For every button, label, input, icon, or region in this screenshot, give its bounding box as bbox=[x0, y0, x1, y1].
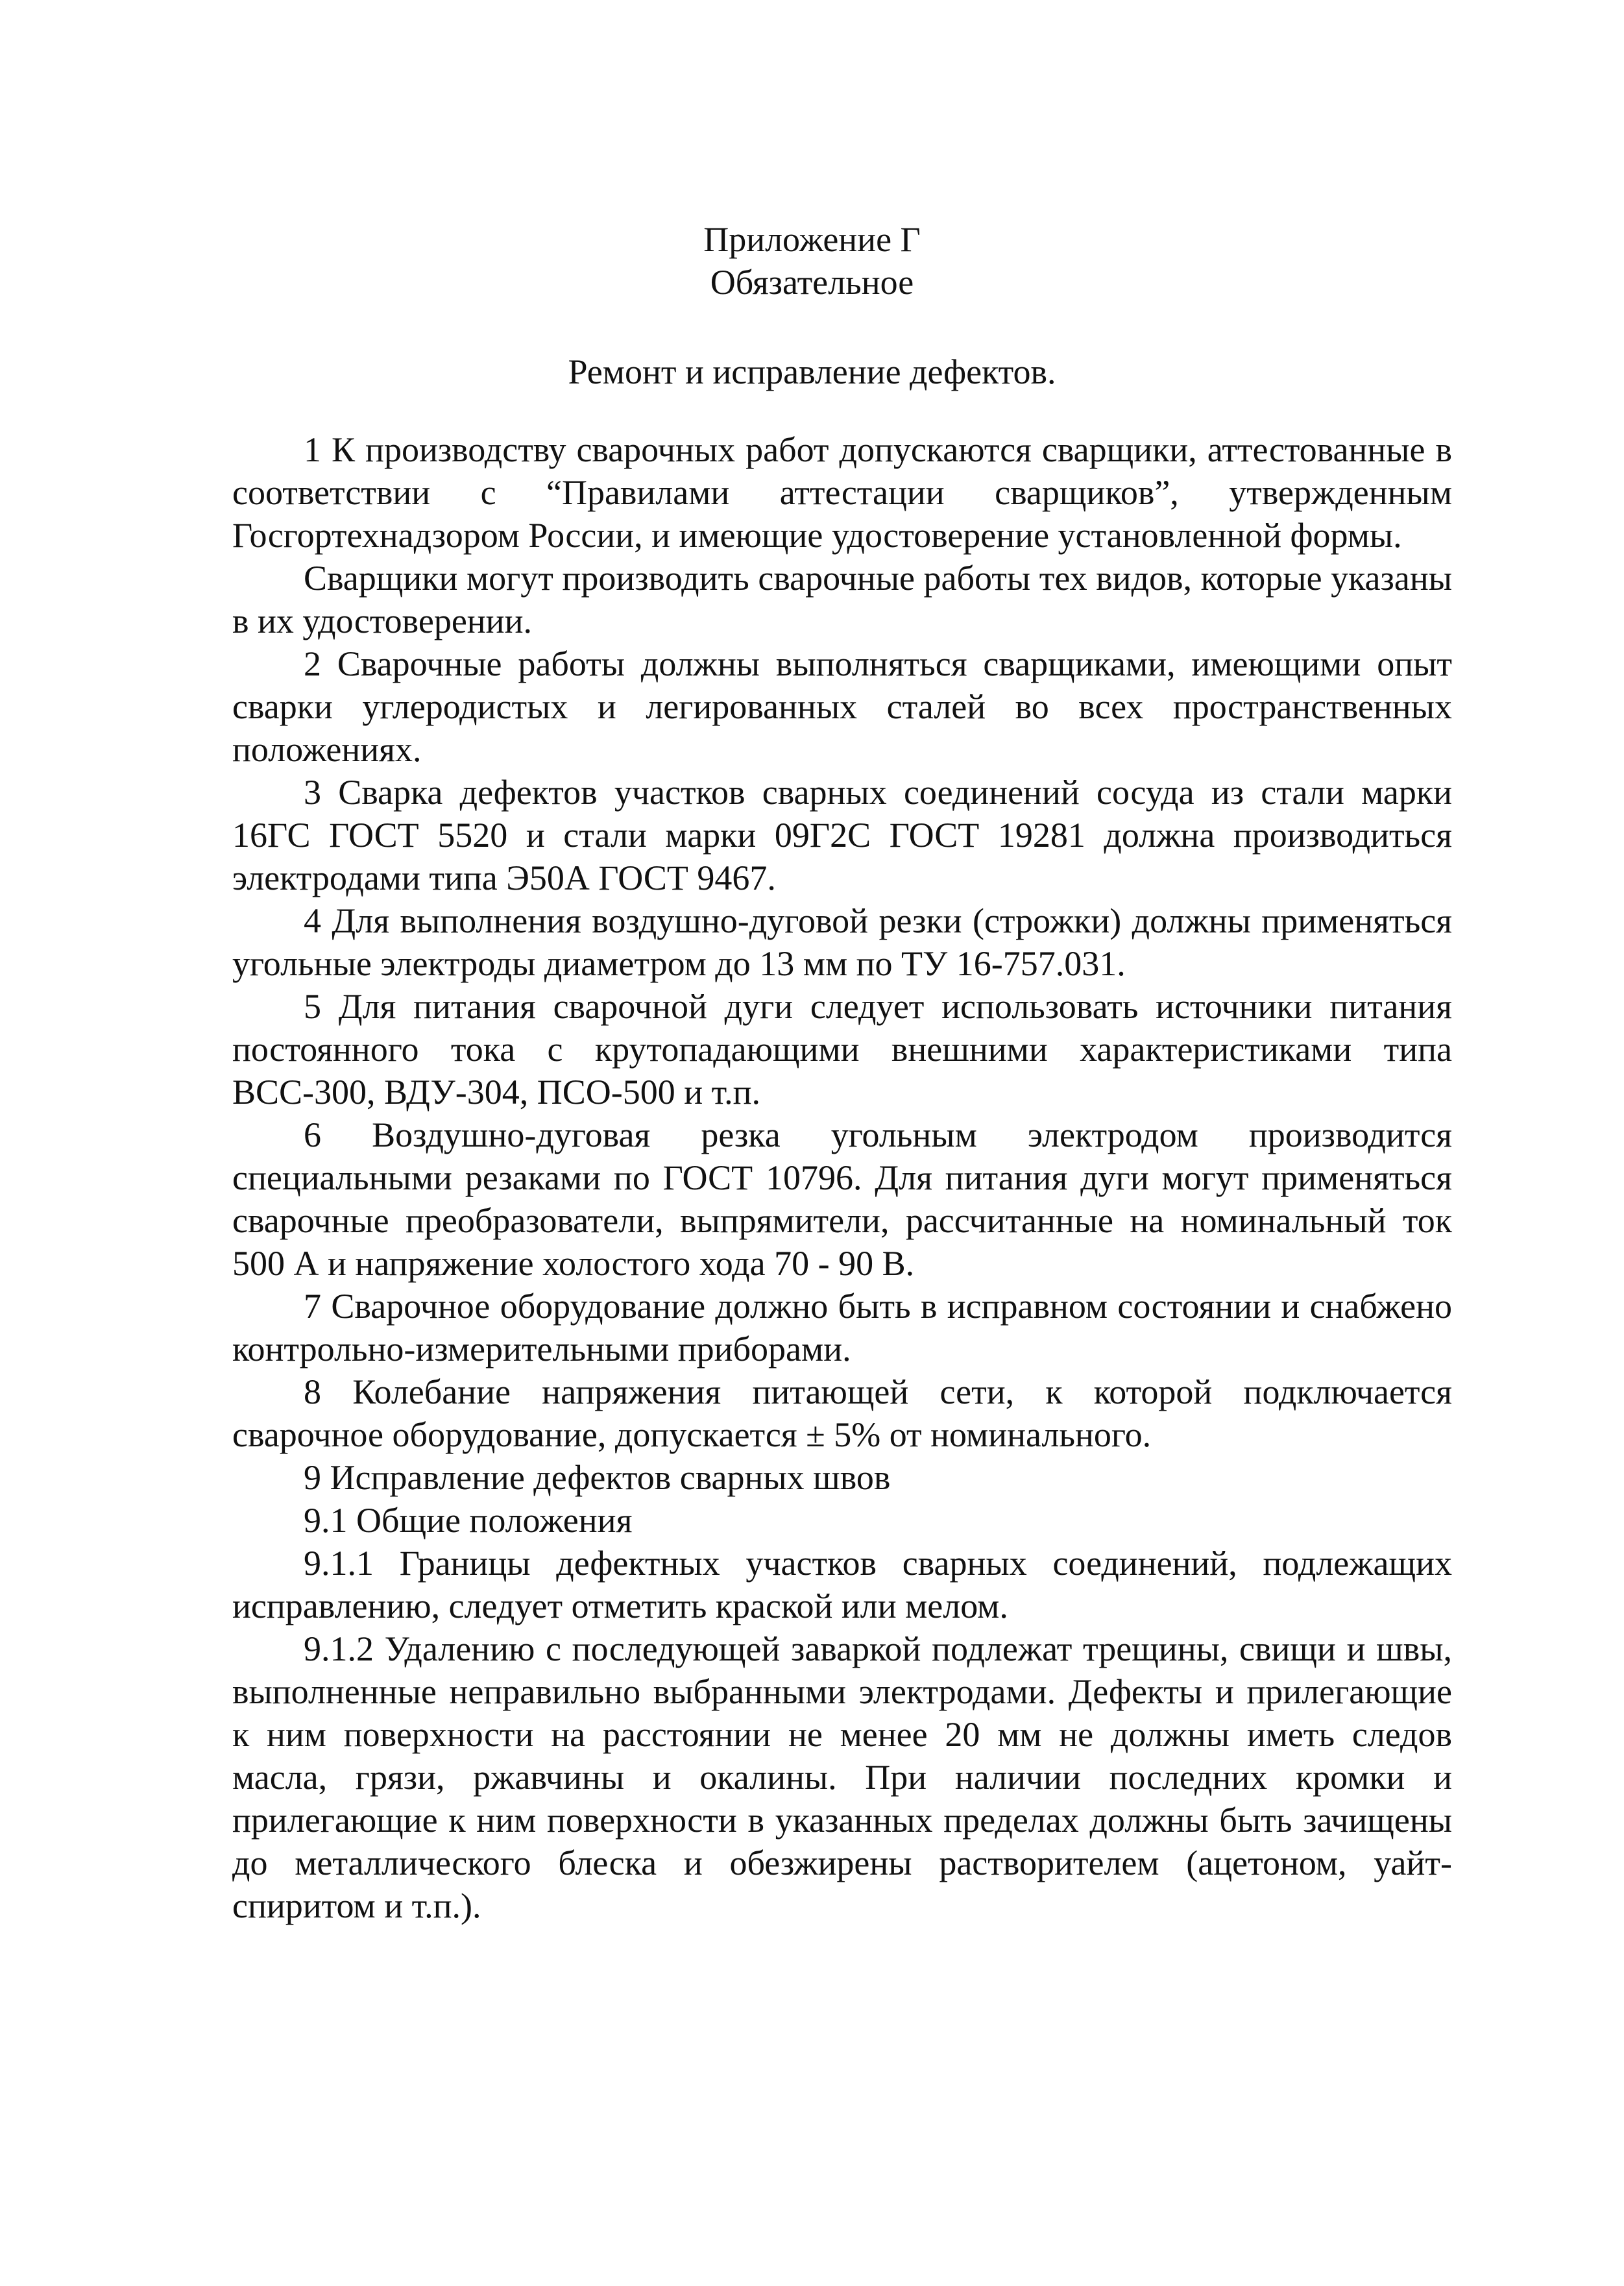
paragraph-1: 1 К производству сварочных работ допускаются сварщики, аттестованные в соответствии с “Правилами аттестации сварщиков”, утвержденным Госгортехнадзором России, и имеющие удостоверение установленной формы. bbox=[232, 430, 1452, 555]
document-title: Ремонт и исправление дефектов. bbox=[568, 352, 1056, 391]
paragraph-6: 6 Воздушно-дуговая резка угольным электродом производится специальными резаками по ГОСТ 10796. Для питания дуги могут применяться сварочные преобразователи, выпрямители, рассчитанные на номинальный ток 500 А и напряжение холостого хода 70 - 90 В. bbox=[232, 1115, 1452, 1283]
section-9-1-heading: 9.1 Общие положения bbox=[304, 1501, 633, 1540]
paragraph-4: 4 Для выполнения воздушно-дуговой резки (строжки) должны применяться угольные электроды диаметром до 13 мм по ТУ 16-757.031. bbox=[232, 901, 1452, 983]
document-body bbox=[232, 428, 1452, 1927]
paragraph-2: 2 Сварочные работы должны выполняться сварщиками, имеющими опыт сварки углеродистых и легированных сталей во всех пространственных положениях. bbox=[232, 644, 1452, 769]
paragraph-9-1-2: 9.1.2 Удалению с последующей заваркой подлежат трещины, свищи и швы, выполненные неправильно выбранными электродами. Дефекты и прилегающие к ним поверхности на расстоянии не менее 20 мм не должны иметь следов масла, грязи, ржавчины и окалины. При наличии последних кромки и прилегающие к ним поверхности в указанных пределах должны быть зачищены до металлического блеска и обезжирены растворителем (ацетоном, уайт-спиритом и т.п.). bbox=[232, 1629, 1452, 1925]
paragraph-5: 5 Для питания сварочной дуги следует использовать источники питания постоянного тока с крутопадающими внешними характеристиками типа ВСС-300, ВДУ-304, ПСО-500 и т.п. bbox=[232, 987, 1452, 1112]
paragraph-8: 8 Колебание напряжения питающей сети, к которой подключается сварочное оборудование, допускается ± 5% от номинального. bbox=[232, 1372, 1452, 1454]
appendix-status: Обязательное bbox=[710, 263, 914, 302]
appendix-label: Приложение Г bbox=[703, 220, 921, 259]
paragraph-9-1-1: 9.1.1 Границы дефектных участков сварных соединений, подлежащих исправлению, следует отметить краской или мелом. bbox=[232, 1544, 1452, 1625]
paragraph-1-note: Сварщики могут производить сварочные работы тех видов, которые указаны в их удостоверении. bbox=[232, 559, 1452, 640]
paragraph-3: 3 Сварка дефектов участков сварных соединений сосуда из стали марки 16ГС ГОСТ 5520 и стали марки 09Г2С ГОСТ 19281 должна производиться электродами типа Э50А ГОСТ 9467. bbox=[232, 773, 1452, 897]
paragraph-7: 7 Сварочное оборудование должно быть в исправном состоянии и снабжено контрольно-измерительными приборами. bbox=[232, 1287, 1452, 1368]
section-9-heading: 9 Исправление дефектов сварных швов bbox=[304, 1458, 891, 1497]
